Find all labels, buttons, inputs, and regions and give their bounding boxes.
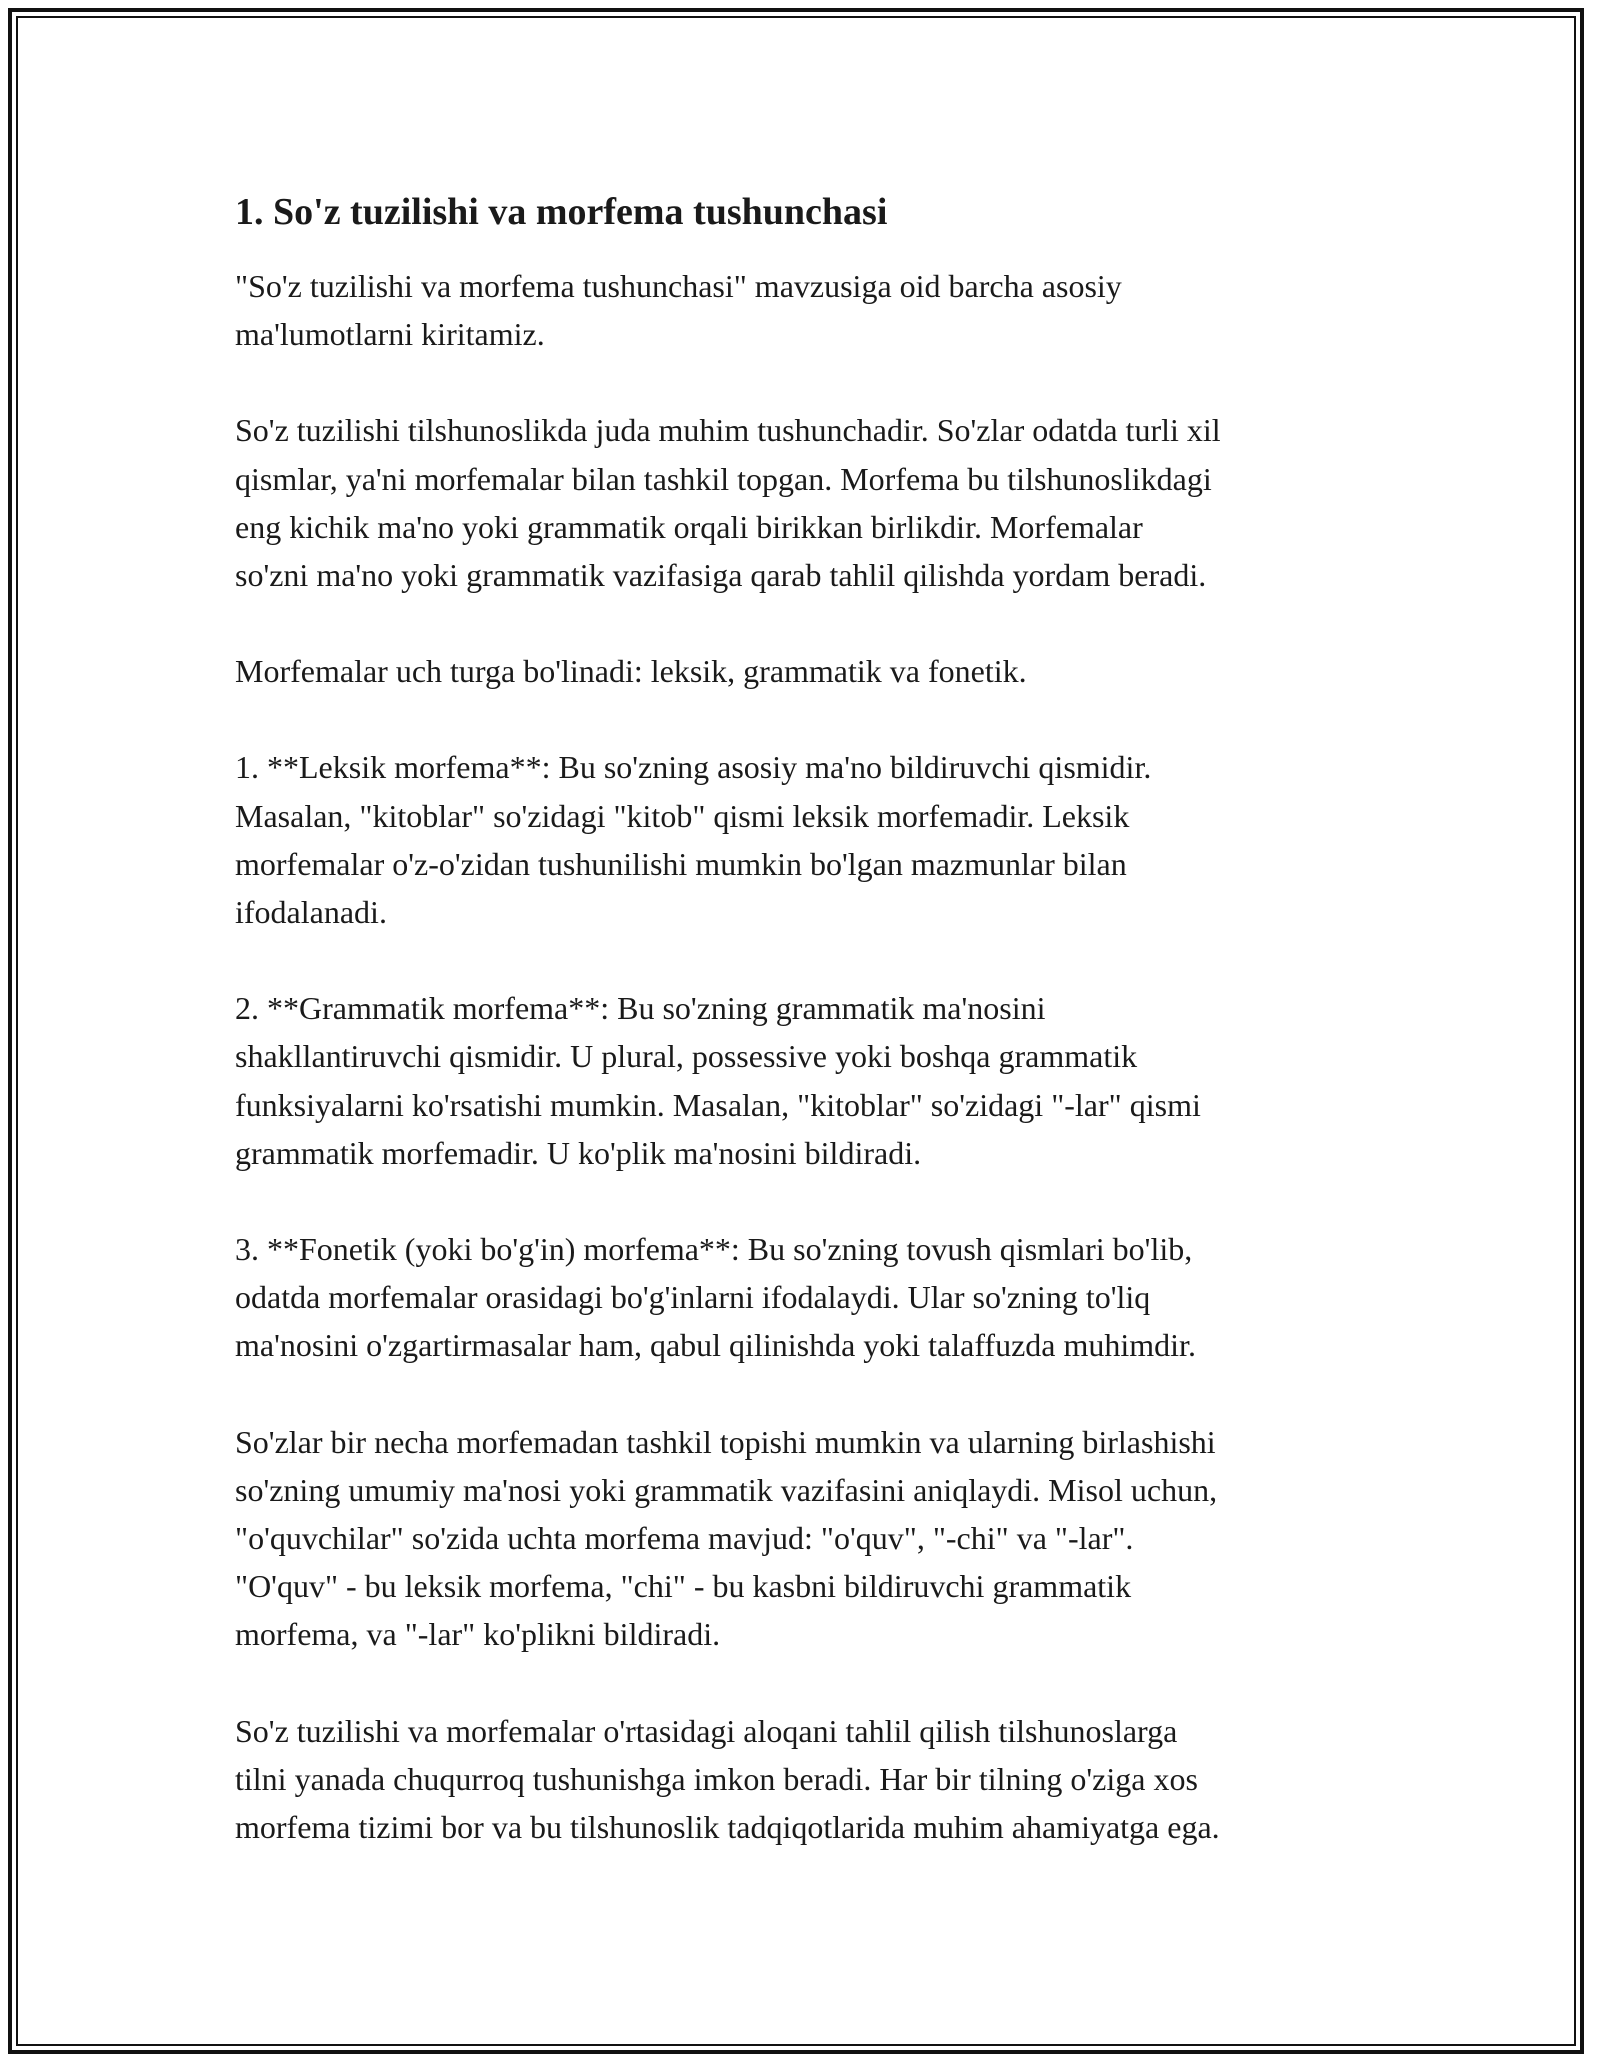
paragraph-conclusion: So'z tuzilishi va morfemalar o'rtasidagi aloqani tahlil qilish tilshunoslarga tilni yanada chuqurroq tushunishga imkon beradi. Har bir tilning o'ziga xos morfema tizimi bor va bu tilshunoslik tadqiqotlarida muhim ahamiyatga ega.	[235, 1712, 1220, 1846]
paragraph-intro: "So'z tuzilishi va morfema tushunchasi" mavzusiga oid barcha asosiy ma'lumotlarni kiritamiz.	[235, 268, 1122, 353]
document-body	[235, 186, 1375, 1851]
paragraph-lexical-morpheme: 1. **Leksik morfema**: Bu so'zning asosiy ma'no bildiruvchi qismidir. Masalan, "kitoblar" so'zidagi "kitob" qismi leksik morfemadir. Leksik morfemalar o'z-o'zidan tushunilishi mumkin bo'lgan mazmunlar bilan ifodalanadi.	[235, 749, 1152, 931]
paragraph-example: So'zlar bir necha morfemadan tashkil topishi mumkin va ularning birlashishi so'zning umumiy ma'nosi yoki grammatik vazifasini aniqlaydi. Misol uchun, "o'quvchilar" so'zida uchta morfema mavjud: "o'quv", "-chi" va "-lar". "O'quv" - bu leksik morfema, "chi" - bu kasbni bildiruvchi grammatik morfema, va "-lar" ko'plikni bildiradi.	[235, 1423, 1218, 1653]
paragraph-morpheme-types: Morfemalar uch turga bo'linadi: leksik, grammatik va fonetik.	[235, 653, 1027, 690]
paragraph-phonetic-morpheme: 3. **Fonetik (yoki bo'g'in) morfema**: Bu so'zning tovush qismlari bo'lib, odatda morfemalar orasidagi bo'g'inlarni ifodalaydi. Ular so'zning to'liq ma'nosini o'zgartirmasalar ham, qabul qilinishda yoki talaffuzda muhimdir.	[235, 1231, 1196, 1364]
document-title: 1. So'z tuzilishi va morfema tushunchasi	[235, 191, 888, 233]
paragraph-word-structure: So'z tuzilishi tilshunoslikda juda muhim tushunchadir. So'zlar odatda turli xil qismlar, ya'ni morfemalar bilan tashkil topgan. Morfema bu tilshunoslikdagi eng kichik ma'no yoki grammatik orqali birikkan birlikdir. Morfemalar so'zni ma'no yoki grammatik vazifasiga qarab tahlil qilishda yordam beradi.	[235, 412, 1221, 594]
paragraph-grammatical-morpheme: 2. **Grammatik morfema**: Bu so'zning grammatik ma'nosini shakllantiruvchi qismidir. U plural, possessive yoki boshqa grammatik funksiyalarni ko'rsatishi mumkin. Masalan, "kitoblar" so'zidagi "-lar" qismi grammatik morfemadir. U ko'plik ma'nosini bildiradi.	[235, 990, 1201, 1171]
